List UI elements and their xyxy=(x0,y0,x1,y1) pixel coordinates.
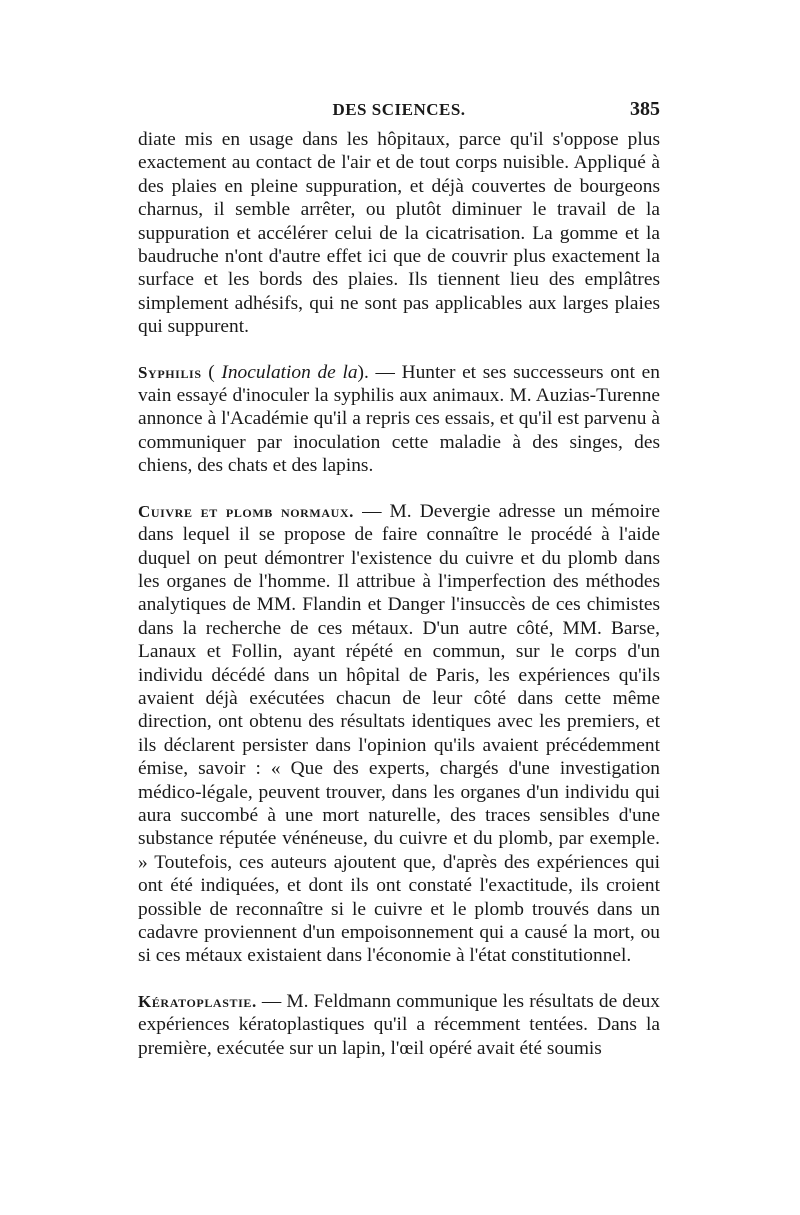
section-title: Syphilis xyxy=(138,362,202,382)
page-body xyxy=(138,128,660,1060)
title-separator: — xyxy=(256,990,287,1012)
intro-paragraph: diate mis en usage dans les hôpitaux, parce qu'il s'oppose plus exactement au contact de l'air et de tout corps nuisible. Appliqué à des plaies en pleine suppuration, et déjà couvertes de bourgeons charnus, il semble arrêter, ou plutôt diminuer le travail de la suppuration et accélérer celui de la cicatrisation. La gomme et la baudruche n'ont d'autre effet ici que de couvrir plus exactement la surface et les bords des plaies. Ils tiennent lieu des emplâtres simplement adhésifs, qui ne sont pas applicables aux larges plaies qui suppurent. xyxy=(138,129,660,338)
section-subtitle: Inoculation de la xyxy=(221,361,358,383)
section-keratoplastie xyxy=(138,990,660,1060)
subtitle-close: ). — xyxy=(357,361,402,383)
page-header xyxy=(138,98,660,128)
page-number: 385 xyxy=(630,98,660,120)
section-title: Kératoplastie. xyxy=(138,991,257,1011)
section-syphilis xyxy=(138,361,660,478)
book-page xyxy=(138,98,660,1060)
section-text: M. Devergie adresse un mémoire dans lequel il se propose de faire connaître le procédé à l'aide duquel on peut démontrer l'existence du cuivre et du plomb dans les organes de l'homme. Il attribue à l'imperfection des méthodes analytiques de MM. Flandin et Danger l'insuccès de ces chimistes dans la recherche de ces métaux. D'un autre côté, MM. Barse, Lanaux et Follin, ayant répété en commun, sur le corps d'un individu décédé dans un hôpital de Paris, les expériences qu'ils avaient déjà exécutées chacun de leur côté dans cette même direction, ont obtenu des résultats identiques avec les premiers, et ils déclarent persister dans l'opinion qu'ils avaient précédemment émise, savoir : « Que des experts, chargés d'une investigation médico-légale, peuvent trouver, dans les organes d'un individu qui aura succombé à une mort naturelle, des traces sensibles d'une substance réputée vénéneuse, du cuivre et du plomb, par exemple. » Toutefois, ces auteurs ajoutent que, d'après des expériences qui ont été indiquées, et dont ils ont constaté l'exactitude, ils croient possible de reconnaître si le cuivre et le plomb trouvés dans un cadavre proviennent d'un empoisonnement qui a causé la mort, ou si ces métaux existaient dans l'économie à l'état constitutionnel. xyxy=(138,500,660,967)
subtitle-open: ( xyxy=(201,361,222,383)
running-head: DES SCIENCES. xyxy=(332,100,466,119)
section-cuivre-plomb xyxy=(138,500,660,968)
section-text: Hunter et ses successeurs ont en vain essayé d'inoculer la syphilis aux animaux. M. Auzias-Turenne annonce à l'Académie qu'il a repris ces essais, et qu'il est parvenu à communiquer par inoculation cette maladie à des singes, des chiens, des chats et des lapins. xyxy=(138,361,660,477)
section-text: M. Feldmann communique les résultats de deux expériences kératoplastiques qu'il a récemment tentées. Dans la première, exécutée sur un lapin, l'œil opéré avait été soumis xyxy=(138,990,661,1059)
section-title: Cuivre et plomb normaux. xyxy=(138,501,355,521)
title-separator: — xyxy=(354,500,390,522)
